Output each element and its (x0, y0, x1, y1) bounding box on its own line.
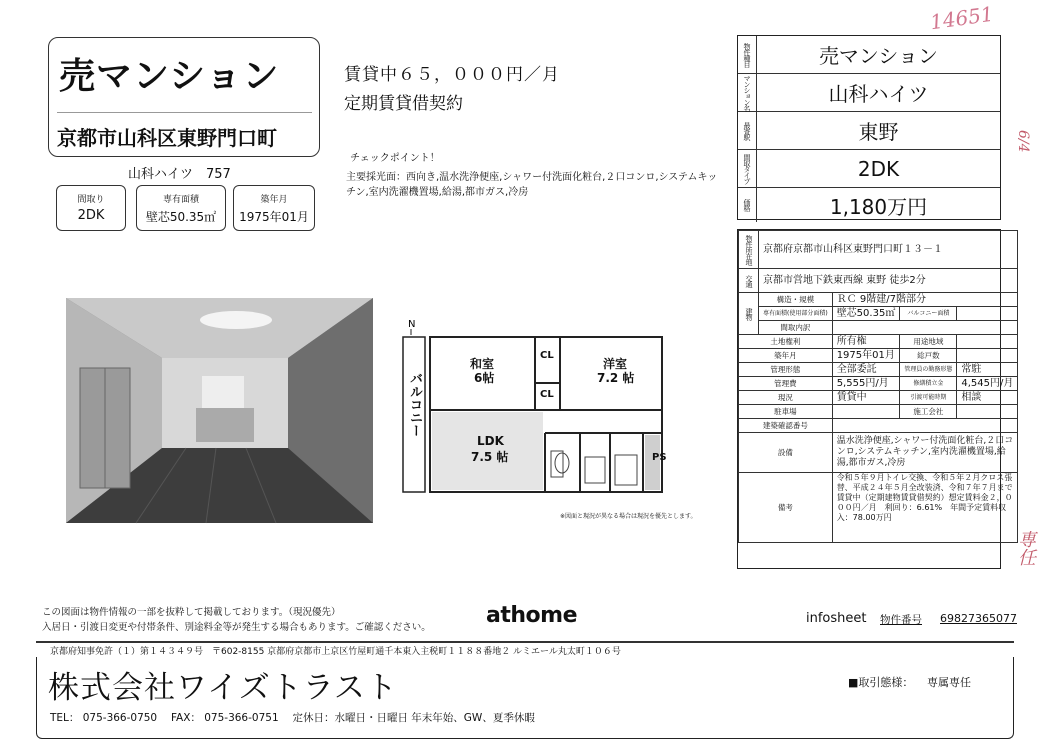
property-type-title: 売マンション (59, 56, 280, 97)
fee-value: 5,555円/月 (832, 377, 900, 391)
row-label: 土地権利 (739, 335, 833, 349)
access-value: 京都市営地下鉄東西線 東野 徒歩2分 (759, 269, 1018, 293)
handwritten-number: 14651 (928, 1, 995, 35)
athome-logo: athome (486, 603, 577, 628)
row-label: 構造・規模 (759, 293, 833, 307)
header-layout: 2DK (857, 156, 900, 181)
title-address: 京都市山科区東野門口町 (57, 126, 277, 150)
balcony-label: バルコニー (407, 372, 422, 437)
row-label: 間取内訳 (759, 321, 833, 335)
floor-plan (395, 305, 695, 515)
stat-value: 1975年01月 (239, 210, 309, 224)
infosheet-label: infosheet (806, 611, 867, 626)
room-youshitsu-size: 7.2 帖 (597, 371, 635, 385)
stat-label: 築年月 (260, 195, 288, 205)
stat-value: 壁芯50.35㎡ (145, 210, 217, 224)
building-name-line: 山科ハイツ 757 (128, 167, 231, 182)
row-label: 総戸数 (900, 349, 957, 363)
room-youshitsu: 洋室 (603, 357, 628, 371)
footer-top-rule (36, 641, 1014, 643)
equipment-value: 温水洗浄便座,シャワー付洗面化粧台,２口コンロ,システムキッチン,室内洗濯機置場,給湯,都市ガス,冷房 (832, 433, 1018, 473)
room-washitsu: 和室 (470, 357, 495, 371)
row-label: 物件所在地 (745, 234, 753, 265)
header-price: 1,180万円 (829, 194, 928, 219)
row-label: 間取タイプ (738, 150, 757, 187)
title-divider (57, 112, 312, 113)
stat-value: 2DK (77, 208, 105, 223)
notice-1: この図面は物件情報の一部を抜粋して掲載しております。（現況優先） (42, 607, 341, 618)
row-label: 管理員の勤務形態 (900, 363, 957, 377)
balcony-area-value (957, 307, 1018, 321)
room-ldk-size: 7.5 帖 (471, 450, 509, 464)
status-value: 賃貸中 (832, 391, 900, 405)
closet-2: CL (540, 389, 554, 400)
row-label: 引渡可能時期 (900, 391, 957, 405)
checkpoint-title: チェックポイント！ (350, 153, 440, 164)
row-label: 施工会社 (900, 405, 957, 419)
confirm-value (832, 419, 1018, 433)
built-value: 1975年01月 (832, 349, 900, 363)
interior-photo (66, 298, 373, 523)
units-value (957, 349, 1018, 363)
mgr-value: 常駐 (957, 363, 1018, 377)
zone-value (957, 335, 1018, 349)
land-right-value: 所有権 (832, 335, 900, 349)
room-ldk: LDK (477, 434, 504, 448)
contract-headline: 定期賃貸借契約 (344, 94, 463, 114)
handwriting-a: 6/4 (1015, 130, 1031, 153)
room-washitsu-size: 6帖 (474, 371, 495, 385)
header-building: 山科ハイツ (828, 82, 929, 106)
property-number-label: 物件番号 (880, 614, 922, 626)
remarks-value: 令和５年９月トイレ交換、令和５年２月クロス張替、平成２４年５月全改装済、令和７年７月まで賃貸中（定期建物賃貸借契約）想定賃料金２，０００円／月 利回り：6.61% 年間予定賃料収入：78.00万円 (832, 473, 1018, 543)
mgmt-form-value: 全部委託 (832, 363, 900, 377)
company-name: 株式会社ワイズトラスト (48, 670, 398, 706)
row-label: 建物 (745, 307, 753, 320)
header-type: 売マンション (818, 44, 939, 68)
row-label: 建築確認番号 (739, 419, 833, 433)
detail-table (738, 230, 1018, 543)
row-label: 管理形態 (739, 363, 833, 377)
title-block (48, 37, 320, 157)
license-line: 京都府知事免許（１）第１４３４９号 〒602-8155 京都府京都市上京区竹屋町通千本東入主税町１１８８番地２ ルミエール丸太町１０６号 (50, 647, 621, 657)
checkpoint-text: 主要採光面：西向き,温水洗浄便座,シャワー付洗面化粧台,２口コンロ,システムキッチン,室内洗濯機置場,給湯,都市ガス,冷房 (346, 172, 718, 198)
row-label: 最寄駅 (738, 112, 757, 149)
spec-table (737, 229, 1014, 569)
row-label: 修繕積立金 (900, 377, 957, 391)
room-photo-drawing (66, 298, 373, 523)
property-number: 69827365077 (940, 612, 1017, 625)
stat-built (233, 185, 315, 231)
notice-2: 入居日・引渡日変更や付帯条件、別途料金等が発生する場合もあります。ご確認ください。 (42, 622, 431, 633)
stat-label: 間取り (77, 195, 105, 205)
spec-header (737, 35, 1001, 220)
row-label: 物件種目 (738, 36, 757, 73)
address-value: 京都府京都市山科区東野門口町１３－１ (759, 231, 1018, 269)
stat-area (136, 185, 226, 231)
row-label: 築年月 (739, 349, 833, 363)
builder-value (957, 405, 1018, 419)
handwriting-b: 専任 (1015, 530, 1036, 566)
row-label: 交通 (745, 274, 753, 287)
row-label: 備考 (739, 473, 833, 543)
row-label: 駐車場 (739, 405, 833, 419)
row-label: 専有面積(使用部分面積) (759, 307, 833, 321)
pipe-space: PS (652, 452, 667, 463)
deal-type-value: 専属専任 (927, 676, 971, 689)
handover-value: 相談 (957, 391, 1018, 405)
plan-note: ※図面と現況が異なる場合は現況を優先とします。 (560, 513, 697, 520)
structure-value: ＲＣ 9階建/7階部分 (832, 293, 1018, 307)
row-label: 現況 (739, 391, 833, 405)
row-label: 用途地域 (900, 335, 957, 349)
stat-label: 専有面積 (162, 195, 199, 205)
row-label: 管理費 (739, 377, 833, 391)
contact-line: TEL： 075-366-0750 FAX： 075-366-0751 定休日：水曜日・日曜日 年末年始、GW、夏季休暇 (50, 712, 535, 724)
reserve-value: 4,545円/月 (957, 377, 1018, 391)
area-value: 壁芯50.35㎡ (832, 307, 900, 321)
north-mark: N (408, 319, 416, 330)
row-label: マンション名 (738, 74, 757, 111)
row-label: バルコニー面積 (900, 307, 957, 321)
deal-type-label: ■取引態様： (848, 676, 914, 689)
header-station: 東野 (858, 120, 899, 144)
stat-layout (56, 185, 126, 231)
rent-headline: 賃貸中６５，０００円／月 (344, 65, 560, 85)
row-label: 価格 (738, 188, 757, 222)
closet-1: CL (540, 350, 554, 361)
row-label: 設備 (739, 433, 833, 473)
parking-value (832, 405, 900, 419)
